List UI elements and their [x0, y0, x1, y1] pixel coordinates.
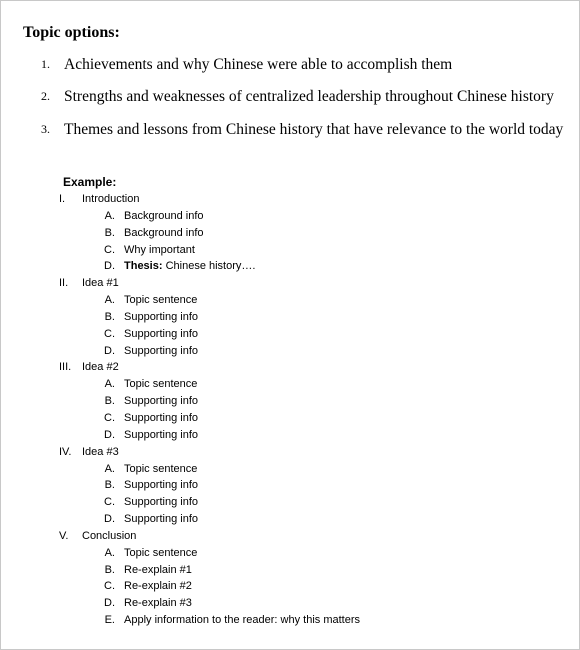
topic-number: 3.	[41, 122, 50, 136]
item-text: Re-explain #2	[124, 580, 192, 593]
section-number: II.	[59, 277, 69, 290]
outline-section	[1, 359, 579, 376]
item-text: Supporting info	[124, 496, 198, 509]
item-text: Supporting info	[124, 428, 198, 441]
topic-item	[1, 119, 579, 161]
section-number: I.	[59, 193, 66, 205]
item-text: Supporting info	[124, 479, 198, 492]
item-letter: D.	[104, 260, 115, 273]
item-text: Topic sentence	[124, 546, 198, 559]
outline-item	[1, 477, 579, 494]
item-letter: A.	[104, 462, 115, 475]
section-number: III.	[59, 361, 72, 374]
section-title: Idea #3	[82, 445, 119, 458]
item-text: Why important	[124, 243, 195, 256]
outline-item	[1, 208, 579, 225]
item-letter: D.	[104, 344, 115, 357]
item-text: Supporting info	[124, 513, 198, 526]
item-letter: C.	[104, 243, 115, 256]
topic-number: 1.	[41, 57, 50, 71]
item-letter: C.	[104, 496, 115, 509]
outline-item	[1, 393, 579, 410]
section-number: IV.	[59, 445, 72, 458]
item-letter: C.	[104, 327, 115, 340]
outline-item	[1, 595, 579, 612]
outline-item	[1, 258, 579, 275]
outline-item	[1, 242, 579, 259]
item-text: Apply information to the reader: why this matters	[124, 614, 360, 627]
outline-item	[1, 376, 579, 393]
item-letter: A.	[104, 294, 115, 307]
page-heading: Topic options:	[23, 24, 120, 41]
outline-item	[1, 427, 579, 444]
outline-item	[1, 461, 579, 478]
item-letter: B.	[104, 479, 115, 492]
section-title: Idea #2	[82, 361, 119, 374]
item-text: Supporting info	[124, 411, 198, 424]
item-letter: D.	[104, 513, 115, 526]
topic-text: Themes and lessons from Chinese history that have relevance to the world today	[64, 121, 564, 138]
item-letter: D.	[104, 428, 115, 441]
outline-item	[1, 292, 579, 309]
item-letter: A.	[104, 209, 115, 222]
item-text: Re-explain #3	[124, 597, 192, 610]
section-number: V.	[59, 529, 69, 542]
outline-section	[1, 191, 579, 208]
example-label: Example:	[63, 175, 117, 189]
item-letter: D.	[104, 597, 115, 610]
outline-item	[1, 545, 579, 562]
outline-item	[1, 326, 579, 343]
topic-list	[1, 54, 579, 161]
topic-text: Strengths and weaknesses of centralized leadership throughout Chinese history	[64, 88, 554, 105]
outline-item	[1, 410, 579, 427]
outline-item	[1, 309, 579, 326]
outline-item	[1, 511, 579, 528]
item-text: Supporting info	[124, 344, 198, 357]
item-text: Re-explain #1	[124, 563, 192, 576]
outline-item	[1, 562, 579, 579]
item-text: Supporting info	[124, 395, 198, 408]
item-letter: A.	[104, 546, 115, 559]
item-text	[124, 258, 255, 274]
item-letter: B.	[104, 395, 115, 408]
outline-section	[1, 528, 579, 545]
topic-item	[1, 54, 579, 86]
topic-item	[1, 86, 579, 119]
item-text: Topic sentence	[124, 378, 198, 391]
item-letter: C.	[104, 580, 115, 593]
item-letter: C.	[104, 411, 115, 424]
item-text: Topic sentence	[124, 294, 198, 307]
topic-text: Achievements and why Chinese were able to accomplish them	[64, 56, 453, 73]
item-text: Topic sentence	[124, 462, 198, 475]
item-letter: A.	[104, 378, 115, 391]
outline-item	[1, 225, 579, 242]
outline-item	[1, 494, 579, 511]
item-letter: E.	[104, 614, 115, 627]
item-letter: B.	[104, 563, 115, 576]
item-letter: B.	[104, 310, 115, 323]
example-outline	[1, 191, 579, 629]
outline-item	[1, 612, 579, 629]
outline-item	[1, 578, 579, 595]
item-text: Supporting info	[124, 327, 198, 340]
thesis-text: Chinese history….	[162, 260, 256, 273]
item-text: Supporting info	[124, 310, 198, 323]
section-title: Introduction	[82, 193, 140, 205]
item-text: Background info	[124, 226, 204, 239]
item-letter: B.	[104, 226, 115, 239]
section-title: Conclusion	[82, 529, 137, 542]
item-text: Background info	[124, 209, 204, 222]
outline-section	[1, 444, 579, 461]
outline-section	[1, 275, 579, 292]
outline-item	[1, 343, 579, 360]
thesis-label: Thesis:	[124, 260, 163, 273]
topic-number: 2.	[41, 89, 50, 103]
section-title: Idea #1	[82, 277, 119, 290]
